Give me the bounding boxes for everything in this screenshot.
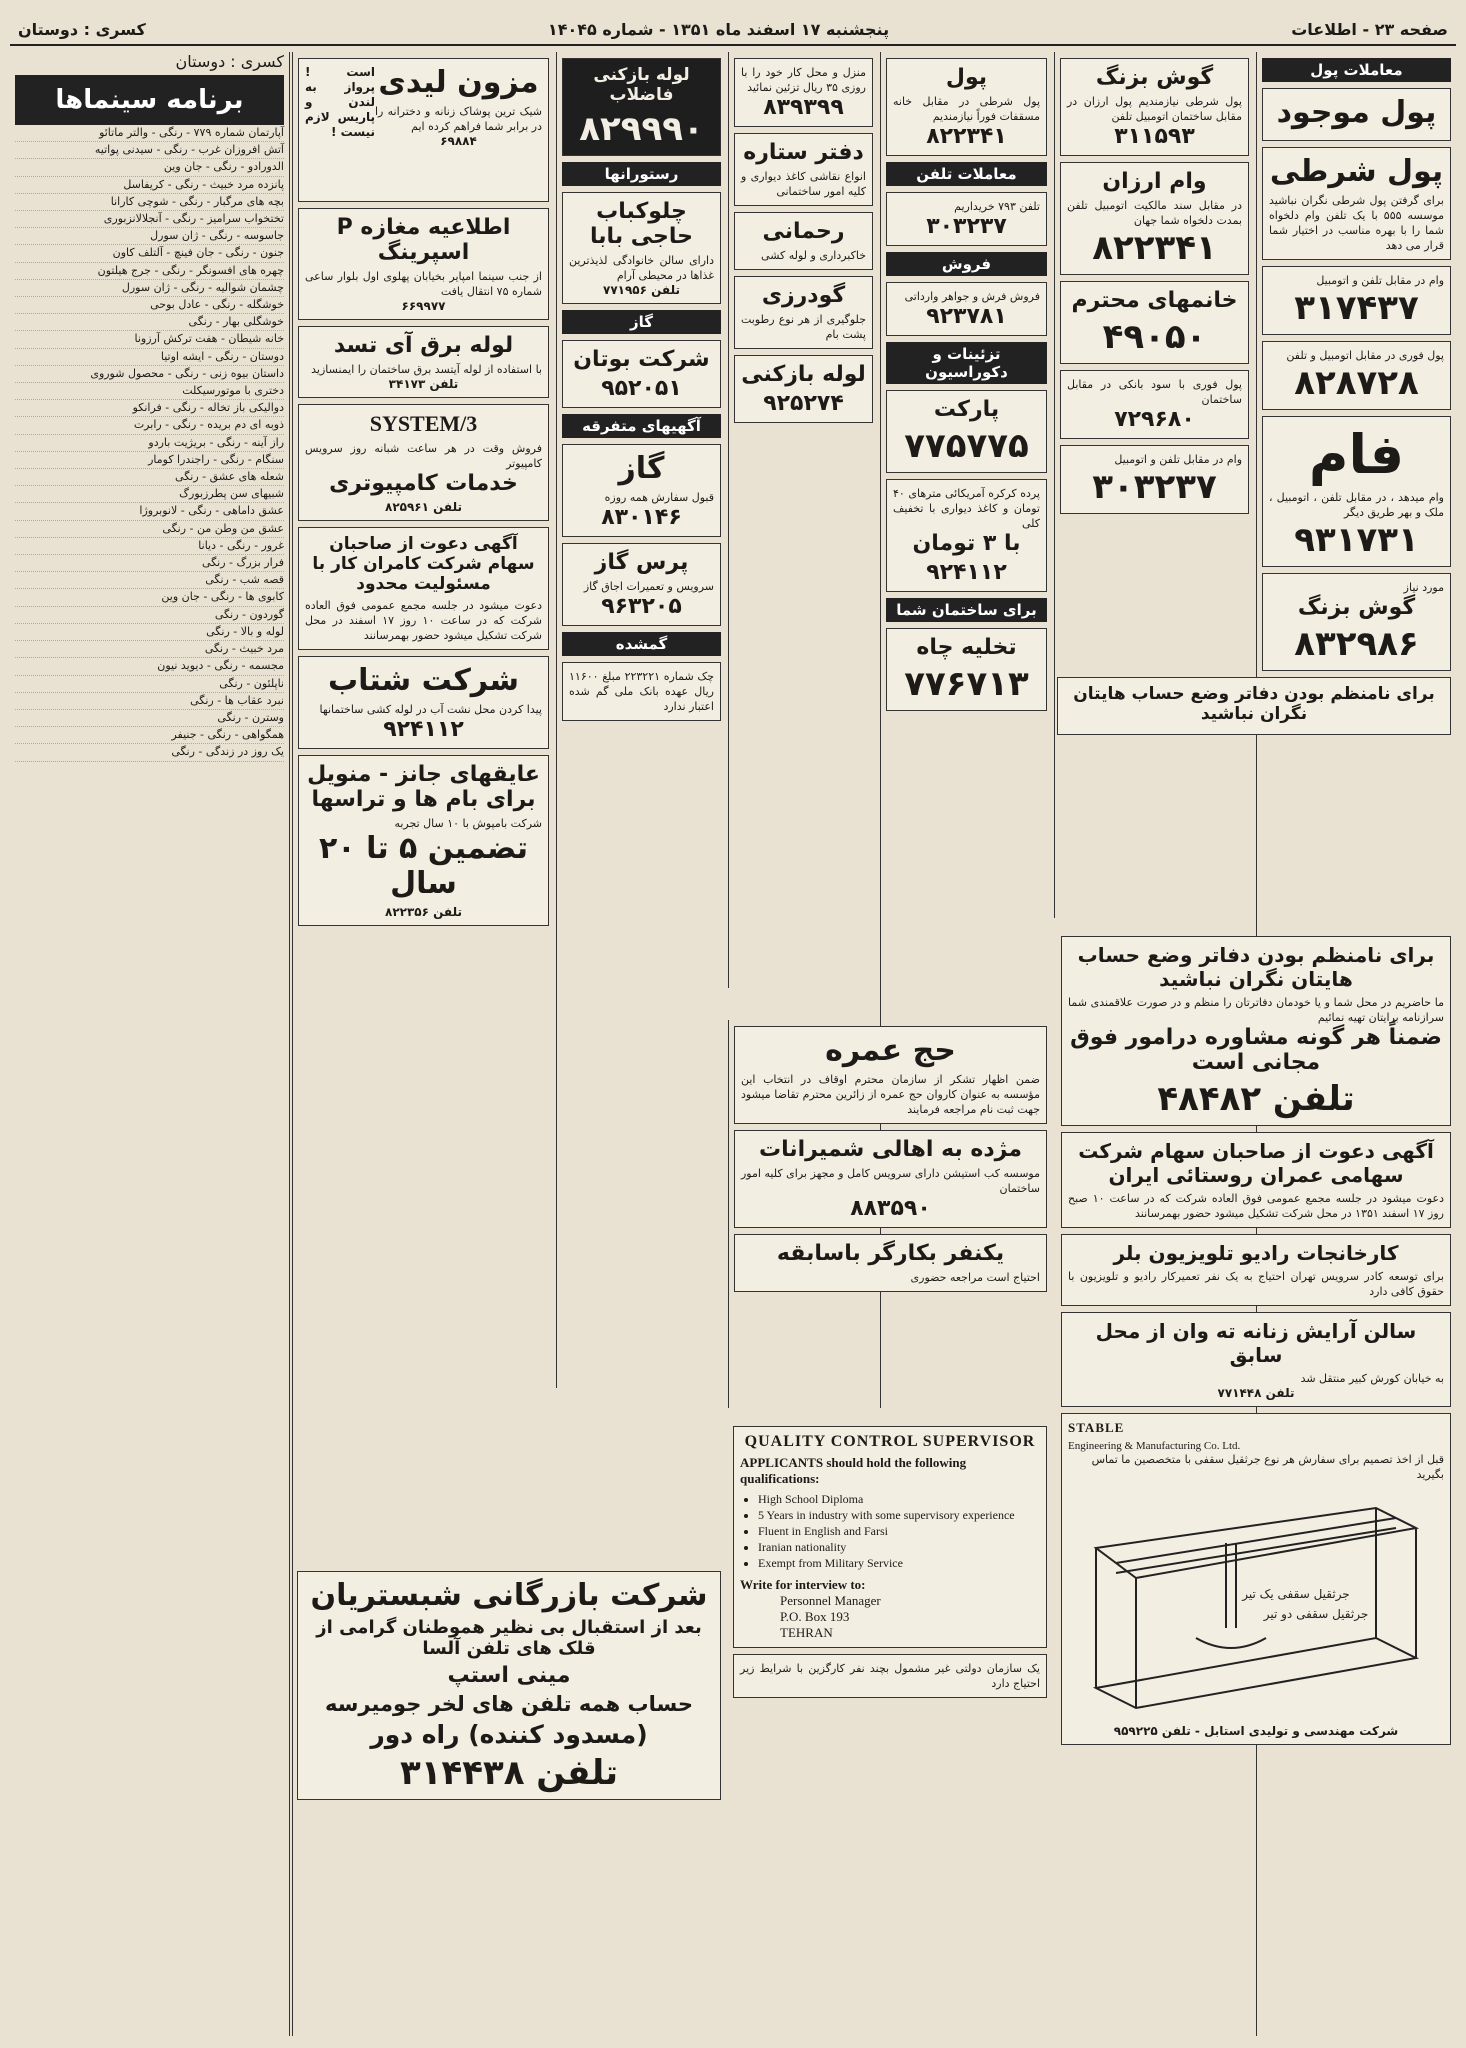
crane-ad [1061, 1413, 1451, 1745]
cinema-list-item: غرور - رنگی - دیانا [15, 538, 284, 555]
ad-phone: تلفن ۳۱۴۴۳۸ [399, 1753, 619, 1793]
cinema-list-item: آپارتمان شماره ۷۷۹ - رنگی - والتر ماتائو [15, 125, 284, 142]
ad-title: چلوکباب حاجی بابا [590, 199, 693, 249]
ad-body: به خیابان کورش کبیر منتقل شد [1300, 1372, 1444, 1385]
ad-phone: ۸۲۹۹۹۰ [579, 109, 704, 149]
ad-title: پارکت [933, 397, 1000, 422]
ad-phone: ۹۲۴۱۱۲ [383, 717, 464, 742]
ad-phone: ۸۲۲۳۴۱ [926, 124, 1007, 149]
ad-phone: ۸۸۳۵۹۰ [850, 1196, 931, 1221]
cinema-list-item: قصه شب - رنگی [15, 572, 284, 589]
ad [886, 390, 1047, 473]
ad-body: مورد نیاز [1403, 581, 1444, 594]
qualification: • High School Diploma [758, 1491, 1040, 1507]
ad-phone: ۸۳۲۹۸۶ [1294, 624, 1419, 664]
ad-body: منزل و محل کار خود را با روزی ۳۵ ریال تزئین نمائید [741, 66, 866, 94]
ad-body: فروش وقت در هر ساعت شبانه روز سرویس کامپیوتر [305, 442, 542, 470]
cinema-list-item: ذوبه ای دم بریده - رنگی - رابرت [15, 417, 284, 434]
cinema-list-item: ناپلئون - رنگی [15, 676, 284, 693]
ad [1060, 162, 1249, 275]
ad [1262, 88, 1451, 141]
ad-body: دعوت میشود در جلسه مجمع عمومی فوق العاده شرکت که در ساعت ۱۰ صبح روز ۱۷ اسفند ۱۳۵۱ در محل شرکت تشکیل میشود حضور بهمرسانند [1068, 1192, 1444, 1220]
section-title: تزئینات و دکوراسیون [886, 342, 1047, 384]
ad-title: آگهی دعوت از صاحبان سهام شرکت کامران کار با مسئولیت محدود [312, 534, 535, 594]
cinema-list-item: همگواهی - رنگی - جنیفر [15, 727, 284, 744]
ad-title: برای نامنظم بودن دفاتر وضع حساب هایتان نگران نباشید [1073, 684, 1435, 724]
ad [1262, 341, 1451, 410]
ad-phone: ۷۲۹۶۸۰ [1114, 407, 1195, 432]
cinema-list-item: آتش افروزان غرب - رنگی - سیدنی پواتیه [15, 142, 284, 159]
company-name: STABLE [1068, 1420, 1125, 1435]
cinema-list [15, 125, 284, 762]
ad [1061, 1234, 1451, 1306]
ad-title: دفتر ستاره [743, 140, 864, 165]
ad-title: پرس گاز [594, 550, 689, 575]
ad-title: تخلیه چاه [916, 635, 1017, 660]
cinema-list-item: پانزده مرد خبیث - رنگی - کریفاسل [15, 177, 284, 194]
ad-phone: تلفن ۳۴۱۷۳ [388, 377, 459, 391]
job-intro: APPLICANTS should hold the following qualifications: [740, 1455, 967, 1486]
ad-phone: ۸۳۰۱۴۶ [601, 505, 682, 530]
wide-block-left [292, 1565, 726, 2036]
cinema-list-item: جاسوسه - رنگی - ژان سورل [15, 228, 284, 245]
ad-title: گودرزی [761, 283, 846, 308]
ad [1262, 266, 1451, 335]
ad [1061, 1132, 1451, 1228]
ad-phone: ۴۹۰۵۰ [1102, 317, 1207, 357]
qualification: • 5 Years in industry with some supervisory experience [758, 1507, 1040, 1523]
column-3-4-span [728, 1020, 1052, 1408]
ad-body: پرده کرکره آمریکائی مترهای ۴۰ تومان و کاغذ دیواری با تخفیف کلی [893, 487, 1040, 530]
ad-body: وام در مقابل تلفن و اتومبیل [1316, 274, 1444, 287]
ad-phone: ۳۱۷۴۳۷ [1294, 288, 1419, 328]
ad [734, 212, 873, 270]
ad-body: سرویس و تعمیرات اجاق گاز [583, 580, 714, 593]
cinema-list-item: دوالیکی باز تخاله - رنگی - فرانکو [15, 400, 284, 417]
ad-body: قبل از اخذ تصمیم برای سفارش هر نوع جرثقیل سقفی با متخصصین ما تماس بگیرید [1091, 1453, 1444, 1481]
ad [562, 543, 721, 626]
wide-block-right [1056, 930, 1456, 2036]
issue-date: پنجشنبه ۱۷ اسفند ماه ۱۳۵۱ - شماره ۱۴۰۴۵ [547, 19, 890, 39]
ad-title: مزون لیدی [378, 65, 539, 100]
job-contact-line: P.O. Box 193 [780, 1609, 850, 1624]
section-title: رستورانها [562, 162, 721, 186]
ad-body: یک سازمان دولتی غیر مشمول بچند نفر کارگزین با شرایط زیر احتیاج دارد [740, 1662, 1040, 1690]
ad-body: تلفن ۷۹۳ خریداریم [954, 200, 1040, 213]
ad-title: یکنفر بکارگر باسابقه [776, 1241, 1005, 1266]
ad [1061, 936, 1451, 1126]
ad [886, 282, 1047, 336]
ad [734, 276, 873, 349]
ad [1060, 445, 1249, 514]
ad [886, 628, 1047, 711]
crane-illustration [1076, 1488, 1436, 1718]
english-job-ad [733, 1426, 1047, 1648]
ad-title: با ۳ تومان [912, 531, 1021, 556]
ad [298, 527, 549, 650]
ad-title-2: حساب همه تلفن های لخر جومیرسه [325, 1692, 693, 1716]
ad [298, 404, 549, 521]
ad [562, 444, 721, 537]
ad [1060, 281, 1249, 364]
ad [1060, 370, 1249, 439]
section-title: معاملات پول [1262, 58, 1451, 82]
ad [298, 755, 549, 926]
ad-phone: ۹۲۴۱۱۲ [926, 560, 1007, 585]
ad [298, 326, 549, 398]
ad-subtitle: ضمناً هر گونه مشاوره درامور فوق مجانی است [1070, 1025, 1442, 1075]
crane-label-1: جرثقیل سقفی یک تیر [1242, 1587, 1350, 1601]
cinema-list-item: خوشگلی بهار - رنگی [15, 314, 284, 331]
cinema-list-item: عشق داماهی - رنگی - لانوبروژا [15, 503, 284, 520]
ad [1262, 573, 1451, 671]
ad-body: برای گرفتن پول شرطی نگران نباشید موسسه ۵۵۵ با یک تلفن وام دلخواه شما را با بهره مناسب در اختیار شما قرار می دهد [1269, 194, 1444, 252]
ad-phone: ۳۱۱۵۹۳ [1114, 124, 1195, 149]
ad-subtitle: خدمات کامپیوتری [329, 471, 518, 496]
column-2 [1054, 52, 1254, 918]
cinema-list-item: نبرد عقاب ها - رنگی [15, 693, 284, 710]
cinema-list-item: سنگام - رنگی - راجندرا کومار [15, 452, 284, 469]
ad-body: در مقابل سند مالکیت اتومبیل تلفن بمدت دلخواه شما جهان [1067, 199, 1242, 227]
ad-body: شرکت بامپوش با ۱۰ سال تجربه [394, 817, 542, 830]
ad-body: وام در مقابل تلفن و اتومبیل [1114, 453, 1242, 466]
cinema-list-item: الدورادو - رنگی - جان وین [15, 159, 284, 176]
ad [733, 1654, 1047, 1698]
ad-title: شرکت بوتان [573, 347, 710, 372]
ad [1060, 58, 1249, 156]
ad-phone: ۳۰۳۲۳۷ [1092, 467, 1217, 507]
ad-body: موسسه کب استیشن دارای سرویس کامل و مجهز برای کلیه امور ساختمان [741, 1167, 1040, 1195]
ad-title: وام ارزان [1102, 169, 1207, 194]
cinema-list-item: جنون - رنگی - جان فینچ - آلتلف کاون [15, 245, 284, 262]
ad-title: گوش بزنگ [1297, 595, 1416, 620]
ad-title: پول موجود [1276, 95, 1437, 130]
ad-phone: تلفن ۸۲۲۳۵۶ [385, 905, 462, 919]
ad-phone: ۹۵۲۰۵۱ [601, 376, 682, 401]
company-subtitle: Engineering & Manufacturing Co. Ltd. [1068, 1440, 1241, 1452]
ad-body: پول فوری در مقابل اتومبیل و تلفن [1286, 349, 1444, 362]
section-title: گاز [562, 310, 721, 334]
ad-phone: ۷۷۶۷۱۳ [904, 664, 1029, 704]
ad-body: چک شماره ۲۲۳۲۲۱ مبلغ ۱۱۶۰۰ ریال عهده بانک ملی گم شده اعتبار ندارد [569, 670, 714, 713]
ad-body: دعوت میشود در جلسه مجمع عمومی فوق العاده شرکت که در ساعت ۱۰ روز ۱۷ اسفند در محل شرکت تشکیل میشود حضور بهمرسانند [305, 599, 542, 642]
ad-title: لوله بازکنی فاضلاب [593, 65, 690, 105]
ad [734, 355, 873, 423]
cinema-header-label: کسری : دوستان [18, 19, 146, 39]
ad-body: پیدا کردن محل نشت آب در لوله کشی ساختمانها [319, 703, 542, 716]
ad-title: فام [1308, 423, 1405, 486]
ad-phone: تلفن ۸۲۵۹۶۱ [385, 500, 462, 514]
crane-label-2: جرثقیل سقفی دو تیر [1263, 1607, 1369, 1621]
qualification: • Fluent in English and Farsi [758, 1523, 1040, 1539]
column-4 [728, 52, 878, 988]
ad [1061, 1312, 1451, 1407]
ad-title: حج عمره [825, 1033, 956, 1068]
cinema-list-item: تختخواب سرامیز - رنگی - آنجلالانزبوری [15, 211, 284, 228]
job-contact-intro: Write for interview to: [740, 1577, 866, 1592]
job-contact-line: TEHRAN [780, 1625, 833, 1640]
cinema-list-item: بچه های مرگبار - رنگی - شوچی کارانا [15, 194, 284, 211]
ad [298, 58, 549, 202]
cinema-list-item: دختری با موتورسیکلت [15, 383, 284, 400]
ad-phone: ۹۲۳۷۸۱ [926, 304, 1007, 329]
ad [298, 208, 549, 320]
cinema-list-item: راز آینه - رنگی - بریژیت باردو [15, 435, 284, 452]
ad-body: وام میدهد ، در مقابل تلفن ، اتومبیل ، ملک و بهر طریق دیگر [1269, 491, 1444, 519]
ad-title: پول [945, 65, 988, 90]
ad [298, 656, 549, 749]
ad-title: شرکت شتاب [328, 663, 519, 698]
ad [562, 192, 721, 304]
ad-title: عایقهای جانز - منویل برای بام ها و تراسها [307, 762, 540, 812]
ad-title: گوش بزنگ [1095, 65, 1214, 90]
ad-phone: تلفن ۷۷۱۹۵۶ [603, 283, 680, 297]
ad-phone: ۸۳۹۳۹۹ [763, 95, 844, 120]
ad-body: فروش فرش و جواهر وارداتی [904, 290, 1040, 303]
cinema-list-item: عشق من وطن من - رنگی [15, 521, 284, 538]
ad-phone: شرکت مهندسی و تولیدی استابل - تلفن ۹۵۹۲۲۵ [1113, 1724, 1399, 1738]
ad-phone: ۶۶۹۹۷۷ [401, 299, 446, 313]
ad-phone: ۹۳۱۷۳۱ [1294, 520, 1419, 560]
ad-phone: ۸۲۸۷۲۸ [1294, 363, 1419, 403]
ad-body: برای توسعه کادر سرویس تهران احتیاج به یک نفر تعمیرکار رادیو و تلویزیون با حقوق کافی دارد [1068, 1270, 1444, 1298]
ad [1262, 147, 1451, 260]
ad-body: از جنب سینما امپایر بخیابان پهلوی اول بلوار ساعی شماره ۷۵ انتقال یافت [305, 270, 542, 298]
ad-title: پول شرطی [1269, 154, 1444, 189]
ad [886, 58, 1047, 156]
job-contact-line: Personnel Manager [780, 1593, 881, 1608]
ad [886, 479, 1047, 592]
qualifications-list [758, 1491, 1040, 1571]
ad-title: لوله بازکنی [741, 362, 866, 387]
ad-title: مژده به اهالی شمیرانات [759, 1137, 1022, 1162]
cinema-list-item: لوله و بالا - رنگی [15, 624, 284, 641]
cinema-list-item: وسترن - رنگی [15, 710, 284, 727]
section-title: آگهیهای متفرقه [562, 414, 721, 438]
ad-phone: تلفن ۷۷۱۴۴۸ [1217, 1386, 1295, 1400]
page-number: صفحه ۲۳ - اطلاعات [1291, 19, 1448, 39]
ad-phone: ۳۰۳۲۳۷ [926, 214, 1007, 239]
cinema-header: کسری : دوستان [175, 52, 284, 71]
cinema-title: برنامه سینماها [15, 75, 284, 125]
ad-title: آگهی دعوت از صاحبان سهام شرکت سهامی عمران روستائی ایران [1078, 1139, 1434, 1187]
ad [734, 1026, 1047, 1124]
ad-title: رحمانی [762, 219, 845, 244]
ad-body: شیک ترین پوشاک زنانه و دخترانه را در برابر شما فراهم کرده ایم [375, 105, 542, 133]
ad [562, 58, 721, 156]
cinema-list-item: خانه شیطان - هفت ترکش آرزونا [15, 331, 284, 348]
ad-body: قبول سفارش همه روزه [604, 491, 714, 504]
column-3-4-lower [728, 1420, 1052, 2036]
column-5 [556, 52, 726, 1388]
ad-body: انواع نقاشی کاغذ دیواری و کلیه امور ساختمانی [741, 170, 866, 198]
ad-body: بعد از استقبال بی نظیر هموطنان گرامی از قلک های تلفن آلسا [316, 1617, 702, 1659]
ad-body: ما حاضریم در محل شما و یا خودمان دفاترتان را منظم و در صورت علاقمندی شما سرازنامه برایتان تهیه نمائیم [1068, 996, 1444, 1024]
cinema-list-item: مرد خبیث - رنگی [15, 641, 284, 658]
ad-title: برای نامنظم بودن دفاتر وضع حساب هایتان نگران نباشید [1077, 943, 1435, 991]
cinema-list-item: گوردون - رنگی [15, 607, 284, 624]
job-title: QUALITY CONTROL SUPERVISOR [744, 1433, 1036, 1450]
ad-title: اطلاعیه مغازه P اسپرینگ [336, 215, 511, 265]
ad-subtitle: مینی استپ [447, 1663, 571, 1688]
section-title: فروش [886, 252, 1047, 276]
ad [297, 1571, 721, 1800]
ad-title: کارخانجات رادیو تلویزیون بلر [1113, 1241, 1399, 1265]
qualification: • Exempt from Military Service [758, 1555, 1040, 1571]
ad-phone: ۸۲۲۳۴۱ [1092, 228, 1217, 268]
cinema-list-item: یک روز در زندگی - رنگی [15, 744, 284, 761]
ad [1262, 416, 1451, 567]
ad [562, 662, 721, 721]
ad-body: پول شرطی در مقابل خانه مسقفات فوراً نیازمندیم [893, 95, 1040, 123]
ad-phone: تلفن ۴۸۴۸۲ [1157, 1079, 1355, 1119]
cinema-list-item: خوشگله - رنگی - عادل بوحی [15, 297, 284, 314]
cinema-list-item: دوستان - رنگی - ایشه اوتیا [15, 349, 284, 366]
ad-body: با استفاده از لوله آیتسد برق ساختمان را ایمنسازید [311, 363, 542, 376]
ad-phone: ۹۶۳۲۰۵ [601, 594, 682, 619]
cinema-list-item: کابوی ها - رنگی - جان وین [15, 589, 284, 606]
masthead [10, 14, 1456, 46]
cinema-list-item: فرار بزرگ - رنگی [15, 555, 284, 572]
qualification: • Iranian nationality [758, 1539, 1040, 1555]
ad-body: ضمن اظهار تشکر از سازمان محترم اوقاف در انتخاب این مؤسسه به عنوان کاروان حج عمره از زائرین محترم تقاضا میشود جهت ثبت نام مراجعه فرمایند [741, 1073, 1040, 1116]
ad-body: جلوگیری از هر نوع رطوبت پشت بام [741, 313, 866, 341]
ad-title: سالن آرایش زنانه ته وان از محل سابق [1095, 1319, 1417, 1367]
ad-title: شرکت بازرگانی شبستریان [310, 1578, 708, 1613]
section-title: برای ساختمان شما [886, 598, 1047, 622]
ad [734, 1130, 1047, 1228]
ad-title: SYSTEM/3 [369, 411, 478, 436]
ad-body: پول شرطی نیازمندیم پول ارزان در مقابل ساختمان اتومبیل تلفن [1067, 95, 1242, 123]
section-title: معاملات تلفن [886, 162, 1047, 186]
ad-title: لوله برق آی تسد [333, 333, 514, 358]
column-7 [10, 52, 290, 2036]
ad [734, 58, 873, 127]
ad-phone: ۶۹۸۸۴ [440, 134, 477, 148]
cinema-list-item: شبیهای سن پطرزبورگ [15, 486, 284, 503]
ad-phone: ۹۲۵۲۷۴ [763, 391, 844, 416]
cinema-list-item: داستان بیوه زنی - رنگی - محصول شوروی [15, 366, 284, 383]
ad-title: گاز [618, 451, 665, 486]
ad-phone: ۷۷۵۷۷۵ [904, 426, 1029, 466]
section-title: گمشده [562, 632, 721, 656]
ad-body: دارای سالن خانوادگی لذیذترین غذاها در محیطی آرام [569, 254, 714, 282]
ad-tagline: است ! پرواز به لندن و پاریس لازم نیست ! [305, 65, 375, 139]
cinema-list-item: چشمان شوالیه - رنگی - ژان سورل [15, 280, 284, 297]
ad [562, 340, 721, 408]
cinema-list-item: چهره های افسونگر - رنگی - جرج هیلتون [15, 263, 284, 280]
ad-body: خاکبرداری و لوله کشی [761, 249, 866, 262]
ad-body-2: (مسدود کننده) راه دور [370, 1720, 648, 1749]
ad-title: خانمهای محترم [1071, 288, 1238, 313]
cinema-list-item: شعله های عشق - رنگی [15, 469, 284, 486]
ad-body: احتیاج است مراجعه حضوری [910, 1271, 1040, 1284]
ad [734, 133, 873, 206]
ad [886, 192, 1047, 246]
cinema-list-item: مجسمه - رنگی - دیوید نیون [15, 658, 284, 675]
ad [734, 1234, 1047, 1292]
ad-body: پول فوری با سود بانکی در مقابل ساختمان [1067, 378, 1242, 406]
ad-subtitle: تضمین ۵ تا ۲۰ سال [319, 831, 528, 901]
